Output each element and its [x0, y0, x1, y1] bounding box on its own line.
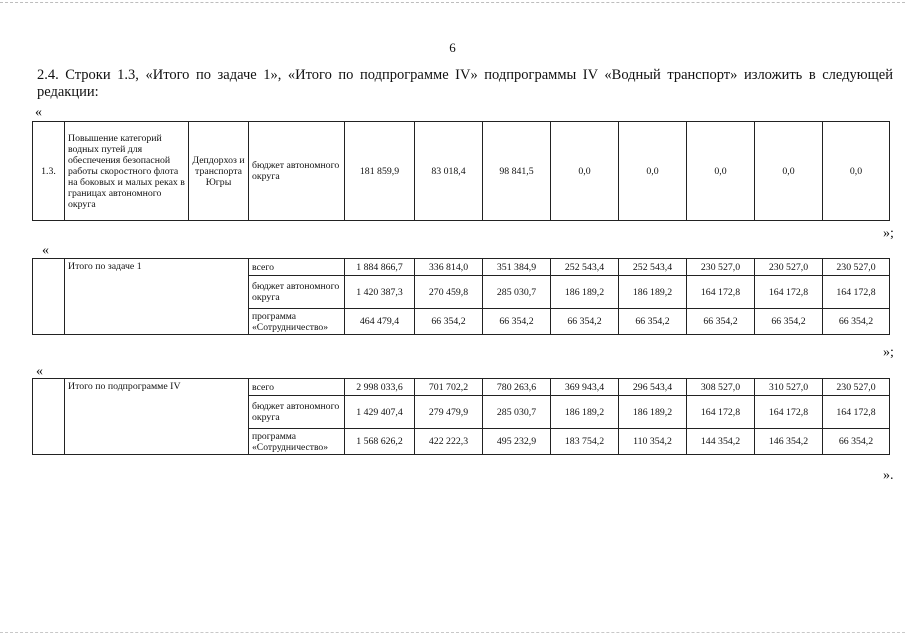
value-cell: 66 354,2	[687, 309, 755, 335]
total-title: Итого по задаче 1	[65, 259, 249, 335]
value-cell: 495 232,9	[483, 429, 551, 455]
value-cell: 780 263,6	[483, 379, 551, 396]
open-quote-3: «	[36, 364, 43, 379]
value-cell: 164 172,8	[755, 396, 823, 429]
value-cell: 270 459,8	[415, 276, 483, 309]
page-bottom-edge	[0, 632, 905, 633]
value-cell: 230 527,0	[755, 259, 823, 276]
value-cell: 164 172,8	[687, 276, 755, 309]
row-number: 1.3.	[33, 122, 65, 221]
open-quote-2: «	[42, 243, 49, 258]
value-cell: 186 189,2	[551, 396, 619, 429]
value-cell: 66 354,2	[551, 309, 619, 335]
value-cell: 230 527,0	[823, 379, 890, 396]
row-funding-source: бюджет автономного округа	[249, 276, 345, 309]
value-cell: 66 354,2	[619, 309, 687, 335]
value-cell: 144 354,2	[687, 429, 755, 455]
value-cell: 336 814,0	[415, 259, 483, 276]
value-cell: 186 189,2	[619, 276, 687, 309]
value-total: 1 884 866,7	[345, 259, 415, 276]
value-total: 464 479,4	[345, 309, 415, 335]
value-cell: 230 527,0	[687, 259, 755, 276]
value-total: 1 429 407,4	[345, 396, 415, 429]
open-quote-1: «	[35, 105, 42, 120]
value-cell: 0,0	[551, 122, 619, 221]
value-cell: 230 527,0	[823, 259, 890, 276]
page-number: 6	[449, 40, 456, 55]
value-total: 1 420 387,3	[345, 276, 415, 309]
value-cell: 0,0	[823, 122, 890, 221]
value-cell: 66 354,2	[483, 309, 551, 335]
value-cell: 310 527,0	[755, 379, 823, 396]
value-cell: 66 354,2	[755, 309, 823, 335]
intro-paragraph: 2.4. Строки 1.3, «Итого по задаче 1», «Итого по подпрограмме IV» подпрограммы IV «Водный транспорт» изложить в следующей редакции:	[37, 67, 893, 100]
row-funding-source: бюджет автономного округа	[249, 396, 345, 429]
value-cell: 252 543,4	[551, 259, 619, 276]
value-cell: 285 030,7	[483, 396, 551, 429]
end-quote-2: »;	[883, 345, 894, 360]
value-total: 2 998 033,6	[345, 379, 415, 396]
value-cell: 701 702,2	[415, 379, 483, 396]
value-cell: 164 172,8	[823, 396, 890, 429]
value-cell: 422 222,3	[415, 429, 483, 455]
empty-index-cell	[33, 379, 65, 455]
value-cell: 351 384,9	[483, 259, 551, 276]
row-funding-source: всего	[249, 259, 345, 276]
value-cell: 0,0	[619, 122, 687, 221]
value-cell: 66 354,2	[823, 309, 890, 335]
value-cell: 369 943,4	[551, 379, 619, 396]
value-total: 1 568 626,2	[345, 429, 415, 455]
value-cell: 186 189,2	[551, 276, 619, 309]
page-top-edge	[0, 2, 905, 3]
value-cell: 296 543,4	[619, 379, 687, 396]
value-cell: 186 189,2	[619, 396, 687, 429]
table-row-1-3	[32, 121, 890, 221]
value-cell: 308 527,0	[687, 379, 755, 396]
row-funding-source: программа «Сотрудничество»	[249, 429, 345, 455]
value-cell: 164 172,8	[823, 276, 890, 309]
row-executor: Депдорхоз и транспорта Югры	[189, 122, 249, 221]
row-funding-source: всего	[249, 379, 345, 396]
value-cell: 83 018,4	[415, 122, 483, 221]
row-funding-source: программа «Сотрудничество»	[249, 309, 345, 335]
value-cell: 252 543,4	[619, 259, 687, 276]
value-cell: 279 479,9	[415, 396, 483, 429]
empty-index-cell	[33, 259, 65, 335]
value-cell: 164 172,8	[687, 396, 755, 429]
total-title: Итого по подпрограмме IV	[65, 379, 249, 455]
table-row	[33, 122, 890, 221]
value-cell: 66 354,2	[823, 429, 890, 455]
value-cell: 146 354,2	[755, 429, 823, 455]
end-quote-3: ».	[883, 468, 894, 483]
value-cell: 0,0	[755, 122, 823, 221]
value-cell: 183 754,2	[551, 429, 619, 455]
value-cell: 285 030,7	[483, 276, 551, 309]
table-row	[33, 259, 890, 276]
value-total: 181 859,9	[345, 122, 415, 221]
value-cell: 110 354,2	[619, 429, 687, 455]
table-total-task-1	[32, 258, 890, 335]
value-cell: 164 172,8	[755, 276, 823, 309]
row-funding-source: бюджет автономного округа	[249, 122, 345, 221]
table-total-subprogram-iv	[32, 378, 890, 455]
end-quote-1: »;	[883, 226, 894, 241]
value-cell: 0,0	[687, 122, 755, 221]
value-cell: 98 841,5	[483, 122, 551, 221]
value-cell: 66 354,2	[415, 309, 483, 335]
table-row	[33, 379, 890, 396]
row-name: Повышение категорий водных путей для обеспечения безопасной работы скоростного флота на боковых и малых реках в границах автономного округа	[65, 122, 189, 221]
